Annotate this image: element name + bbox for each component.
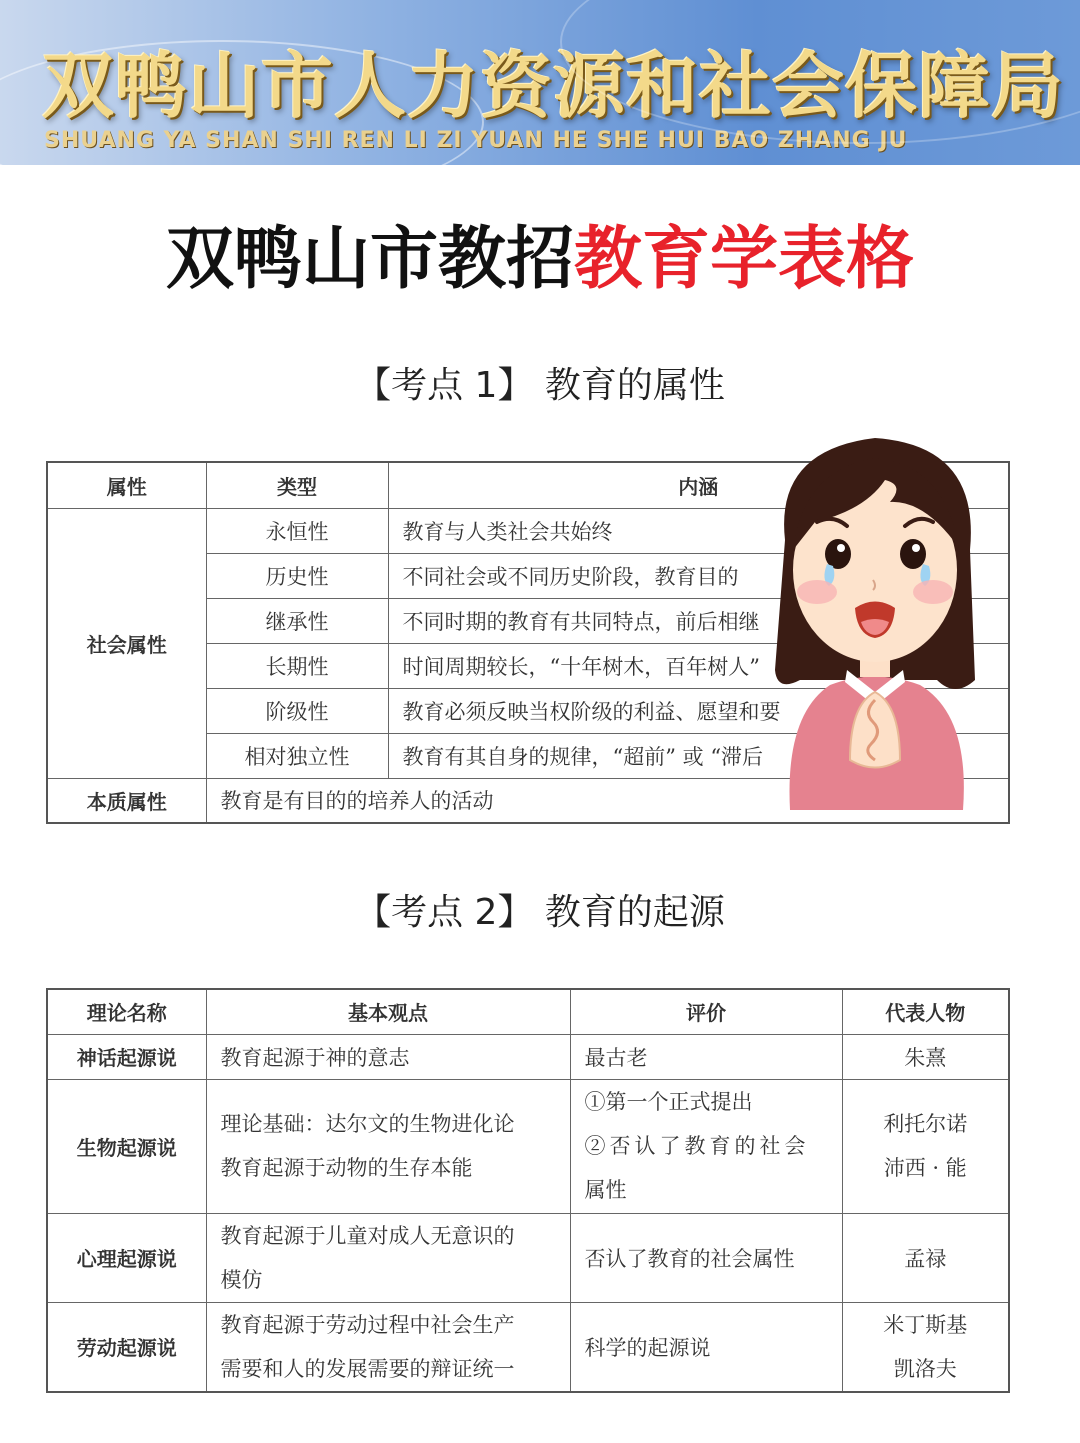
page-title-part1: 双鸭山市教招 xyxy=(165,220,574,299)
content-cell: 教育有其自身的规律，“超前” 或 “滞后 xyxy=(388,733,1009,778)
eval-line: ①第一个正式提出 xyxy=(584,1090,753,1114)
view-cell xyxy=(206,1034,570,1079)
theory-name: 生物起源说 xyxy=(47,1079,206,1213)
type-cell: 阶级性 xyxy=(206,688,388,733)
eval-line: 科学的起源说 xyxy=(584,1335,711,1360)
content-cell: 不同时期的教育有共同特点，前后相继 xyxy=(388,598,1009,643)
eval-cell xyxy=(570,1079,842,1213)
people-line: 沛西 · 能 xyxy=(883,1156,967,1180)
type-cell: 长期性 xyxy=(206,643,388,688)
theory-name: 劳动起源说 xyxy=(47,1302,206,1392)
view-line: 教育起源于劳动过程中社会生产 xyxy=(220,1312,515,1337)
people-cell xyxy=(842,1079,1009,1213)
theory-name: 心理起源说 xyxy=(47,1213,206,1302)
view-cell xyxy=(206,1213,570,1302)
eval-cell xyxy=(570,1213,842,1302)
eval-cell xyxy=(570,1034,842,1079)
people-cell xyxy=(842,1213,1009,1302)
group-label: 社会属性 xyxy=(47,508,206,778)
banner-pinyin: SHUANG YA SHAN SHI REN LI ZI YUAN HE SHE HUI BAO ZHANG JU xyxy=(44,128,908,153)
view-line: 模仿 xyxy=(220,1267,263,1292)
content-cell: 教育与人类社会共始终 xyxy=(388,508,1009,553)
people-line: 孟禄 xyxy=(904,1246,947,1271)
banner-title: 双鸭山市人力资源和社会保障局 xyxy=(42,44,1065,128)
table-header: 基本观点 xyxy=(206,989,570,1034)
eval-line: 否认了教育的社会属性 xyxy=(584,1246,795,1271)
content-cell: 教育必须反映当权阶级的利益、愿望和要 xyxy=(388,688,1009,733)
origin-table xyxy=(46,988,1010,1393)
people-cell xyxy=(842,1034,1009,1079)
section2-title: 【考点 2】 教育的起源 xyxy=(355,892,725,933)
header-banner xyxy=(0,0,1080,165)
view-line: 理论基础：达尔文的生物进化论 xyxy=(220,1112,515,1136)
table-header: 内涵 xyxy=(388,462,1009,508)
view-line: 需要和人的发展需要的辩证统一 xyxy=(220,1356,515,1381)
view-line: 教育起源于儿童对成人无意识的 xyxy=(220,1223,515,1248)
page-title xyxy=(0,205,1080,302)
people-line: 米丁斯基 xyxy=(883,1312,968,1337)
table-header: 代表人物 xyxy=(842,989,1009,1034)
eval-line: 最古老 xyxy=(584,1045,648,1070)
table-header: 理论名称 xyxy=(47,989,206,1034)
eval-cell xyxy=(570,1302,842,1392)
view-line: 教育起源于神的意志 xyxy=(220,1045,410,1070)
people-cell xyxy=(842,1302,1009,1392)
table-header: 属性 xyxy=(47,462,206,508)
view-cell xyxy=(206,1079,570,1213)
people-line: 利托尔诺 xyxy=(883,1112,968,1136)
table-header: 评价 xyxy=(570,989,842,1034)
type-cell: 永恒性 xyxy=(206,508,388,553)
type-cell: 历史性 xyxy=(206,553,388,598)
people-line: 朱熹 xyxy=(904,1045,947,1070)
page-title-part2: 教育学表格 xyxy=(574,220,915,299)
view-cell xyxy=(206,1302,570,1392)
section1-title: 【考点 1】 教育的属性 xyxy=(355,365,725,406)
content-cell: 不同社会或不同历史阶段，教育目的 xyxy=(388,553,1009,598)
eval-line: 属性 xyxy=(584,1178,627,1202)
essence-content: 教育是有目的的培养人的活动 xyxy=(206,778,1009,823)
type-cell: 继承性 xyxy=(206,598,388,643)
worried-woman-praying-icon xyxy=(755,430,995,810)
content-cell: 时间周期较长，“十年树木，百年树人” xyxy=(388,643,1009,688)
table-header: 类型 xyxy=(206,462,388,508)
type-cell: 相对独立性 xyxy=(206,733,388,778)
view-line: 教育起源于动物的生存本能 xyxy=(220,1156,473,1180)
people-line: 凯洛夫 xyxy=(893,1356,957,1381)
theory-name: 神话起源说 xyxy=(47,1034,206,1079)
essence-label: 本质属性 xyxy=(47,778,206,823)
eval-line: ②否认了教育的社会 xyxy=(584,1134,810,1158)
